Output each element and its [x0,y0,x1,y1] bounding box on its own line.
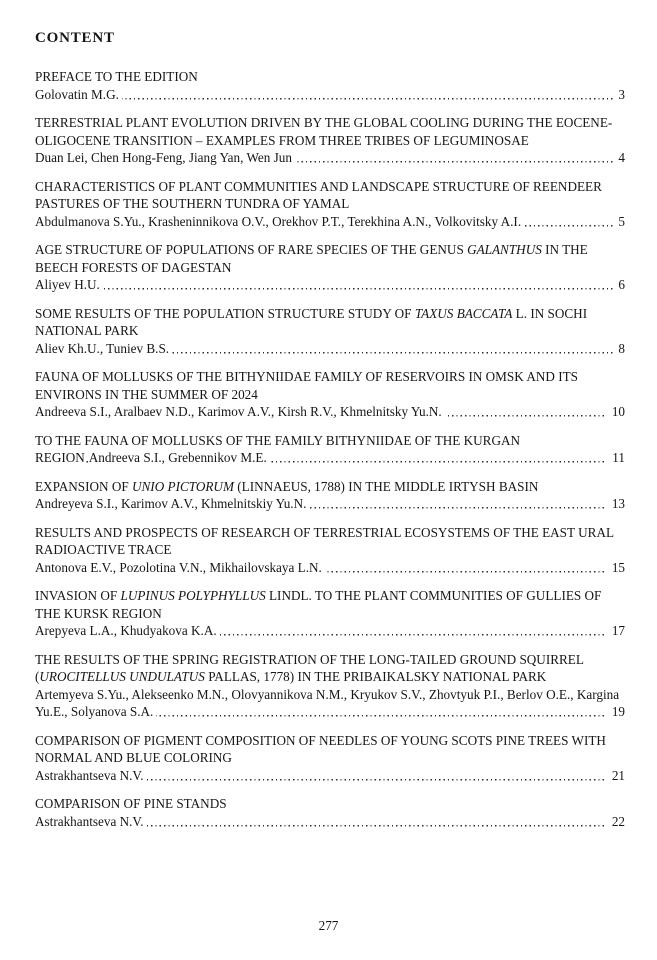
page-title: CONTENT [35,30,115,46]
entry-page-number: 8 [613,340,625,358]
entry-title-text: AGE STRUCTURE OF POPULATIONS OF RARE SPECIES OF THE GENUS [35,242,468,257]
entry-title-text: PALLAS, 1778) IN THE PRIBAIKALSKY NATIONAL PARK [204,669,547,684]
species-name-italic: GALANTHUS [467,242,542,257]
entry-authors: Abdulmanova S.Yu., Krasheninnikova O.V., Orekhov P.T., Terekhina A.N., Volkovitsky A.I. [35,214,524,229]
entry-title-text: CHARACTERISTICS OF PLANT COMMUNITIES AND LANDSCAPE STRUCTURE OF REENDEER PASTURES OF THE SOUTHERN TUNDRA OF YAMAL [35,178,602,211]
entry-page-number: 10 [607,403,625,421]
page-number-footer: 277 [318,918,339,933]
entry-title-text: L. IN SOCHI NATIONAL PARK [35,305,588,338]
toc-entry [35,305,625,358]
toc-entry [35,732,625,785]
species-name-italic: TAXUS BACCATA [414,305,513,321]
entry-page-number: 22 [607,813,625,831]
species-name-italic: LUPINUS POLYPHYLLUS [120,588,266,603]
entry-page-number: 6 [613,276,625,294]
toc-entry [35,587,625,640]
entry-title [35,732,625,767]
entry-title [35,305,625,340]
entry-title-text: (LINNAEUS, 1788) IN THE MIDDLE IRTYSH BASIN [233,478,539,494]
toc-list [35,68,625,830]
entry-title-text: RESULTS AND PROSPECTS OF RESEARCH OF TERRESTRIAL ECOSYSTEMS OF THE EAST URAL RADIOACTIVE TRACE [35,524,614,557]
entry-page-number: 15 [607,559,625,577]
entry-authors: Astrakhantseva N.V. [35,814,147,829]
entry-title [35,368,625,403]
entry-page-number: 21 [607,767,625,785]
toc-entry [35,114,625,167]
toc-entry [35,651,625,721]
entry-authors: Andreyeva S.I., Karimov A.V., Khmelnitskiy Yu.N. [35,496,309,511]
entry-title [35,478,625,496]
entry-page-number: 3 [613,86,625,104]
toc-entry [35,178,625,231]
entry-title-text: EXPANSION OF [35,478,132,494]
entry-page-number: 4 [613,149,625,167]
entry-title-text: COMPARISON OF PINE STANDS [35,796,227,811]
toc-entry [35,524,625,577]
entry-authors: Astrakhantseva N.V. [35,768,147,783]
entry-authors: Antonova E.V., Pozolotina V.N., Mikhailovskaya L.N. [35,560,325,575]
entry-authors: Golovatin M.G. [35,87,122,102]
toc-entry [35,368,625,421]
entry-title [35,114,625,149]
entry-title [35,178,625,213]
species-name-italic: UROCITELLUS UNDULATUS [39,669,205,684]
entry-title [35,524,625,559]
entry-page-number: 13 [607,495,625,513]
entry-title-text: FAUNA OF MOLLUSKS OF THE BITHYNIIDAE FAMILY OF RESERVOIRS IN OMSK AND ITS ENVIRONS IN THE SUMMER OF 2024 [35,369,578,402]
entry-title-text: LINDL. TO THE PLANT COMMUNITIES OF GULLIES OF THE KURSK REGION [35,588,602,621]
entry-authors: Andreeva S.I., Aralbaev N.D., Karimov A.V., Kirsh R.V., Khmelnitsky Yu.N. [35,404,445,419]
entry-authors: Aliyev H.U. [35,277,103,292]
entry-authors: Duan Lei, Chen Hong-Feng, Jiang Yan, Wen Jun [35,150,295,165]
entry-title [35,651,625,686]
entry-page-number: 17 [607,622,625,640]
entry-authors: Artemyeva S.Yu., Alekseenko M.N., Olovyannikova N.M., Kryukov S.V., Zhovtyuk P.I., Berlov O.E., Kargina Yu.E., Solyanova S.A. [35,686,620,719]
entry-title-text: PREFACE TO THE EDITION [35,69,198,84]
entry-authors: Aliev Kh.U., Tuniev B.S. [35,341,172,356]
entry-title [35,241,625,276]
species-name-italic: UNIO PICTORUM [131,478,234,494]
entry-title-text: COMPARISON OF PIGMENT COMPOSITION OF NEEDLES OF YOUNG SCOTS PINE TREES WITH NORMAL AND BLUE COLORING [35,732,606,765]
toc-entry [35,478,625,513]
entry-authors: Arepyeva L.A., Khudyakova K.A. [35,623,220,638]
entry-page-number: 11 [607,449,625,467]
entry-title-text: IN THE BEECH FORESTS OF DAGESTAN [35,242,588,275]
entry-title-text: INVASION OF [35,588,121,603]
entry-title-text: TO THE FAUNA OF MOLLUSKS OF THE FAMILY BITHYNIIDAE OF THE KURGAN REGION [35,432,521,465]
entry-title [35,68,625,86]
entry-page-number: 5 [613,213,625,231]
entry-title-text: THE RESULTS OF THE SPRING REGISTRATION OF THE LONG-TAILED GROUND SQUIRREL ( [35,651,584,684]
toc-entry [35,241,625,294]
entry-page-number: 19 [607,703,625,721]
entry-title-text: SOME RESULTS OF THE POPULATION STRUCTURE STUDY OF [35,305,415,321]
entry-title [35,587,625,622]
entry-title [35,795,625,813]
toc-entry [35,795,625,830]
entry-title-text: TERRESTRIAL PLANT EVOLUTION DRIVEN BY THE GLOBAL COOLING DURING THE EOCENE-OLIGOCENE TRANSITION – EXAMPLES FROM THREE TRIBES OF LEGUMINOSAE [35,115,613,148]
toc-entry [35,432,625,467]
toc-entry [35,68,625,103]
entry-authors: Andreeva S.I., Grebennikov M.E. [89,450,270,465]
